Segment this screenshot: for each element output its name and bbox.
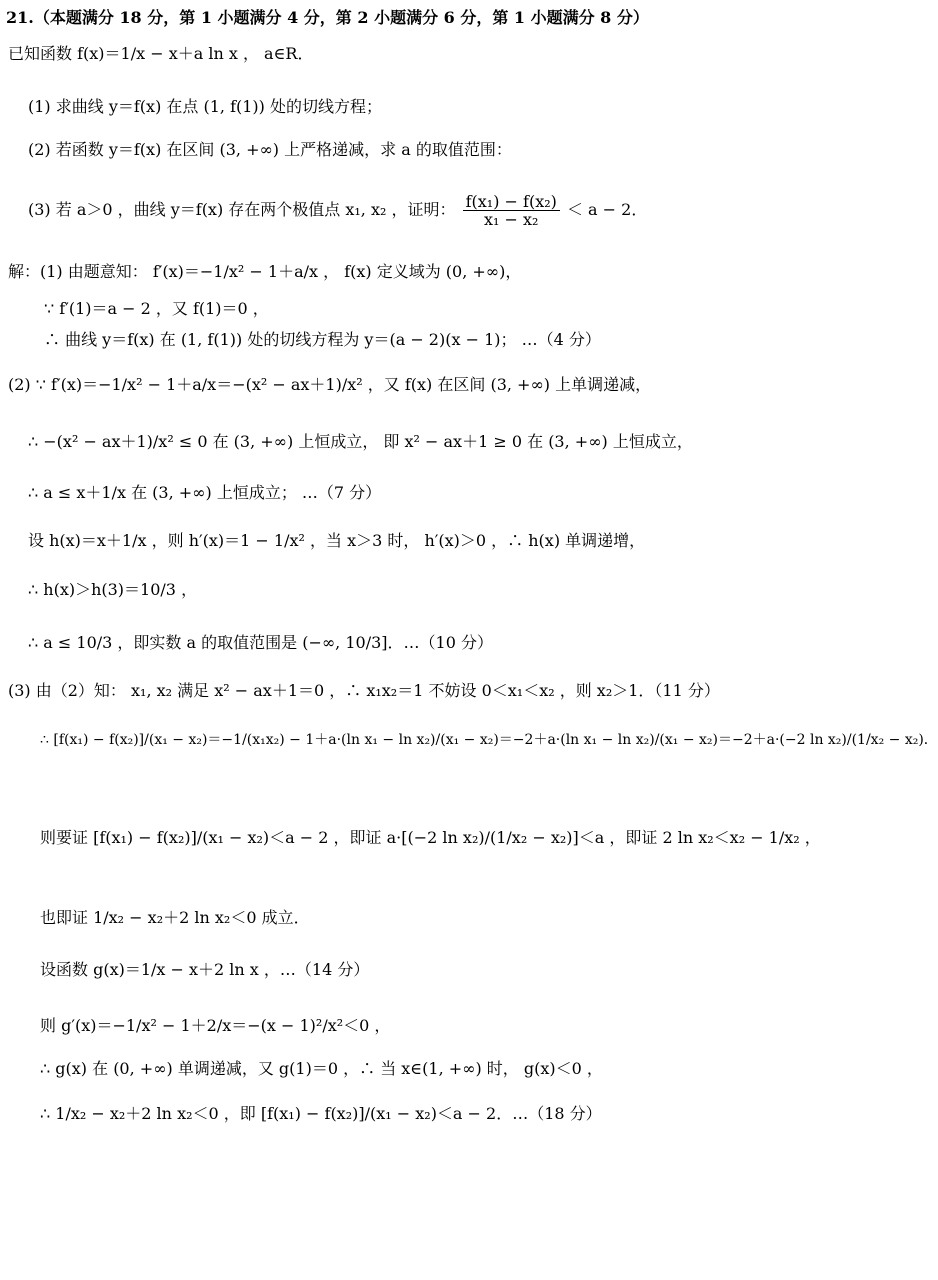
part3-tail: ＜ a − 2． — [566, 200, 648, 219]
solution-line-6: ∴ a ≤ x＋1/x 在 (3, +∞) 上恒成立； …（7 分） — [28, 483, 382, 502]
part3-text: (3) 若 a＞0 ，曲线 y＝f(x) 存在两个极值点 x₁, x₂ ，证明： — [28, 200, 456, 219]
part3-numerator: f(x₁) − f(x₂) — [463, 193, 560, 211]
solution-line-17: ∴ 1/x₂ − x₂＋2 ln x₂＜0 ，即 [f(x₁) − f(x₂)]/(x₁ − x₂)＜a − 2．…（18 分） — [40, 1104, 602, 1123]
part3-denominator: x₁ − x₂ — [484, 210, 539, 229]
problem-header: 21.（本题满分 18 分，第 1 小题满分 4 分，第 2 小题满分 6 分，第 1 小题满分 8 分） — [6, 8, 649, 27]
problem-part-1: (1) 求曲线 y＝f(x) 在点 (1, f(1)) 处的切线方程； — [28, 97, 382, 116]
solution-line-7: 设 h(x)＝x＋1/x ，则 h′(x)＝1 − 1/x² ，当 x＞3 时， h′(x)＞0 ，∴ h(x) 单调递增， — [28, 531, 646, 550]
solution-line-2: ∵ f′(1)＝a − 2 ，又 f(1)＝0 ， — [44, 299, 269, 318]
solution-line-5: ∴ −(x² − ax＋1)/x² ≤ 0 在 (3, +∞) 上恒成立， 即 x² − ax＋1 ≥ 0 在 (3, +∞) 上恒成立， — [28, 432, 693, 451]
problem-part-2: (2) 若函数 y＝f(x) 在区间 (3, +∞) 上严格递减，求 a 的取值范围： — [28, 140, 512, 159]
solution-line-15: 则 g′(x)＝−1/x² − 1＋2/x＝−(x − 1)²/x²＜0 ， — [40, 1016, 391, 1035]
solution-line-9: ∴ a ≤ 10/3 ，即实数 a 的取值范围是 (−∞, 10/3]．…（10 分） — [28, 633, 493, 652]
solution-line-1: 解：(1) 由题意知： f′(x)＝−1/x² − 1＋a/x ， f(x) 定义域为 (0, +∞)， — [8, 262, 522, 281]
solution-line-12: 则要证 [f(x₁) − f(x₂)]/(x₁ − x₂)＜a − 2 ，即证 a·[(−2 ln x₂)/(1/x₂ − x₂)]＜a ，即证 2 ln x₂＜x₂ − 1/x₂ ， — [40, 828, 821, 847]
solution-line-16: ∴ g(x) 在 (0, +∞) 单调递减，又 g(1)＝0 ，∴ 当 x∈(1, +∞) 时， g(x)＜0 ， — [40, 1059, 603, 1078]
problem-given: 已知函数 f(x)＝1/x − x＋a ln x ， a∈R． — [8, 44, 314, 63]
solution-line-8: ∴ h(x)＞h(3)＝10/3 ， — [28, 580, 198, 599]
solution-line-14: 设函数 g(x)＝1/x − x＋2 ln x ，…（14 分） — [40, 960, 370, 979]
solution-line-10: (3) 由（2）知： x₁, x₂ 满足 x² − ax＋1＝0 ，∴ x₁x₂＝1 不妨设 0＜x₁＜x₂ ，则 x₂＞1．（11 分） — [8, 681, 720, 700]
problem-part-3 — [28, 188, 647, 232]
part3-fraction — [463, 193, 560, 228]
solution-line-11: ∴ [f(x₁) − f(x₂)]/(x₁ − x₂)＝−1/(x₁x₂) − 1＋a·(ln x₁ − ln x₂)/(x₁ − x₂)＝−2＋a·(ln x₁ − ln x₂)/(x₁ − x₂)＝−2＋a·(−2 ln x₂)/(1/x₂ − x₂)． — [40, 732, 938, 748]
solution-line-3: ∴ 曲线 y＝f(x) 在 (1, f(1)) 处的切线方程为 y＝(a − 2)(x − 1)； …（4 分） — [44, 330, 601, 349]
solution-line-13: 也即证 1/x₂ − x₂＋2 ln x₂＜0 成立． — [40, 908, 310, 927]
solution-line-4: (2) ∵ f′(x)＝−1/x² − 1＋a/x＝−(x² − ax＋1)/x² ，又 f(x) 在区间 (3, +∞) 上单调递减， — [8, 375, 652, 394]
